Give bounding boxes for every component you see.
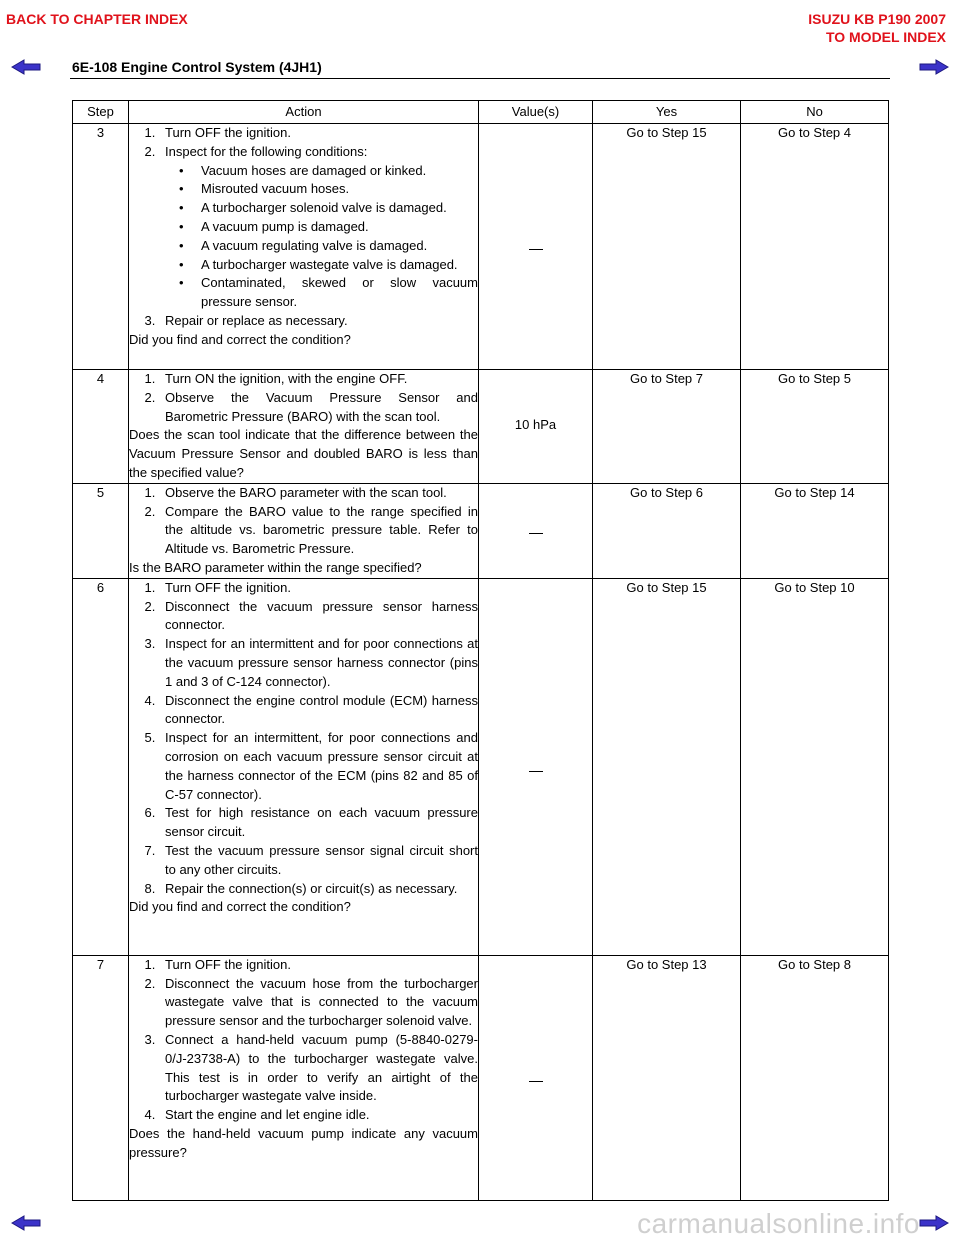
no-goto-text: Go to Step 8 — [778, 956, 851, 972]
yes-cell — [593, 370, 741, 484]
yes-goto-text: Go to Step 15 — [626, 125, 707, 140]
condition-item: • Contaminated, skewed or slow vacuum pressure sensor. — [193, 274, 478, 312]
action-item: 1. Turn ON the ignition, with the engine OFF. — [159, 370, 478, 389]
step-number: 6 — [73, 578, 129, 955]
to-model-index-link[interactable]: TO MODEL INDEX — [825, 29, 946, 45]
column-header-yes: Yes — [593, 101, 741, 124]
table-row-step-5 — [73, 483, 889, 578]
value-cell — [479, 955, 593, 1200]
action-item-text: Inspect for the following conditions: — [165, 143, 368, 159]
no-goto-text: Go to Step 10 — [774, 579, 855, 595]
action-list — [129, 484, 478, 559]
page-title: 6E-108 Engine Control System (4JH1) — [72, 59, 322, 75]
condition-item: • A vacuum pump is damaged. — [193, 218, 478, 237]
action-item: 1. Observe the BARO parameter with the scan tool. — [159, 484, 478, 503]
no-goto-text: Go to Step 5 — [778, 371, 851, 386]
action-cell — [129, 370, 479, 484]
action-list — [129, 124, 478, 331]
yes-cell — [593, 955, 741, 1200]
action-item: 3. Connect a hand-held vacuum pump (5-8840-0279-0/J-23738-A) to the turbocharger wastegate valve. This test is in order to verify an airtight of the turbocharger wastegate valve inside. — [159, 1031, 478, 1106]
step-question: Did you find and correct the condition? — [129, 899, 351, 915]
table-row-step-3 — [73, 124, 889, 370]
yes-cell — [593, 483, 741, 578]
column-header-values: Value(s) — [479, 101, 593, 124]
no-cell — [741, 578, 889, 955]
action-item — [159, 143, 478, 312]
yes-cell — [593, 124, 741, 370]
step-question: Did you find and correct the condition? — [129, 331, 351, 347]
action-list — [129, 956, 478, 1125]
action-item: 8. Repair the connection(s) or circuit(s) as necessary. — [159, 880, 478, 899]
condition-item: • A turbocharger solenoid valve is damaged. — [193, 199, 478, 218]
next-page-arrow-icon[interactable] — [918, 58, 950, 76]
action-item: 4. Start the engine and let engine idle. — [159, 1106, 478, 1125]
column-header-action: Action — [129, 101, 479, 124]
table-row-step-7 — [73, 955, 889, 1200]
action-item: 7. Test the vacuum pressure sensor signal circuit short to any other circuits. — [159, 842, 478, 880]
yes-goto-text: Go to Step 13 — [626, 956, 707, 972]
no-value-dash — [529, 249, 543, 250]
previous-page-arrow-bottom-icon[interactable] — [10, 1214, 42, 1232]
site-watermark: carmanualsonline.info — [637, 1208, 920, 1239]
action-item: 1. Turn OFF the ignition. — [159, 956, 478, 975]
table-row-step-6 — [73, 578, 889, 955]
column-header-step: Step — [73, 101, 129, 124]
action-item: 5. Inspect for an intermittent, for poor connections and corrosion on each vacuum pressure sensor circuit at the harness connector of the ECM (pins 82 and 85 of C-57 connector). — [159, 729, 478, 804]
yes-goto-text: Go to Step 6 — [630, 484, 703, 500]
value-cell — [479, 578, 593, 955]
next-page-arrow-bottom-icon[interactable] — [918, 1214, 950, 1232]
condition-list — [165, 162, 478, 312]
value-cell: 10 hPa — [479, 370, 593, 484]
back-to-chapter-index-link[interactable]: BACK TO CHAPTER INDEX — [6, 11, 188, 27]
action-list — [129, 579, 478, 899]
table-header-row — [73, 101, 889, 124]
action-item: 1. Turn OFF the ignition. — [159, 124, 478, 143]
condition-item: • A vacuum regulating valve is damaged. — [193, 237, 478, 256]
model-name-link[interactable]: ISUZU KB P190 2007 — [808, 11, 946, 27]
no-value-dash — [529, 1081, 543, 1082]
step-number: 4 — [73, 370, 129, 484]
no-cell — [741, 370, 889, 484]
action-item: 4. Disconnect the engine control module (ECM) harness connector. — [159, 692, 478, 730]
action-list — [129, 370, 478, 426]
action-item: 3. Inspect for an intermittent and for poor connections at the vacuum pressure sensor harness connector (pins 1 and 3 of C-124 connector). — [159, 635, 478, 691]
action-cell — [129, 483, 479, 578]
previous-page-arrow-icon[interactable] — [10, 58, 42, 76]
no-goto-text: Go to Step 4 — [778, 125, 851, 140]
action-item: 2. Disconnect the vacuum hose from the turbocharger wastegate valve that is connected to the vacuum pressure sensor and the turbocharger solenoid valve. — [159, 975, 478, 1031]
step-question: Does the scan tool indicate that the difference between the Vacuum Pressure Sensor and doubled BARO is less than the specified value? — [129, 427, 478, 480]
step-number: 7 — [73, 955, 129, 1200]
condition-item: • Misrouted vacuum hoses. — [193, 180, 478, 199]
no-value-dash — [529, 771, 543, 772]
no-goto-text: Go to Step 14 — [774, 484, 855, 500]
value-cell — [479, 483, 593, 578]
action-item: 2. Observe the Vacuum Pressure Sensor and Barometric Pressure (BARO) with the scan tool. — [159, 389, 478, 427]
action-cell — [129, 124, 479, 370]
no-cell — [741, 483, 889, 578]
value-cell — [479, 124, 593, 370]
action-item: 2. Disconnect the vacuum pressure sensor harness connector. — [159, 598, 478, 636]
step-question: Does the hand-held vacuum pump indicate any vacuum pressure? — [129, 1125, 478, 1160]
action-item: 2. Compare the BARO value to the range specified in the altitude vs. barometric pressure table. Refer to Altitude vs. Barometric Pressure. — [159, 503, 478, 559]
step-number: 5 — [73, 483, 129, 578]
table-row-step-4 — [73, 370, 889, 484]
condition-item: • Vacuum hoses are damaged or kinked. — [193, 162, 478, 181]
step-number: 3 — [73, 124, 129, 370]
no-value-dash — [529, 533, 543, 534]
diagnostic-steps-table — [72, 100, 889, 1201]
yes-cell — [593, 578, 741, 955]
yes-goto-text: Go to Step 7 — [630, 371, 703, 386]
action-cell — [129, 578, 479, 955]
column-header-no: No — [741, 101, 889, 124]
action-item: 3. Repair or replace as necessary. — [159, 312, 478, 331]
action-cell — [129, 955, 479, 1200]
title-divider — [70, 78, 890, 79]
no-cell — [741, 124, 889, 370]
action-item: 6. Test for high resistance on each vacuum pressure sensor circuit. — [159, 804, 478, 842]
action-item: 1. Turn OFF the ignition. — [159, 579, 478, 598]
condition-item: • A turbocharger wastegate valve is damaged. — [193, 256, 478, 275]
yes-goto-text: Go to Step 15 — [626, 579, 707, 595]
no-cell — [741, 955, 889, 1200]
step-question: Is the BARO parameter within the range specified? — [129, 559, 422, 575]
